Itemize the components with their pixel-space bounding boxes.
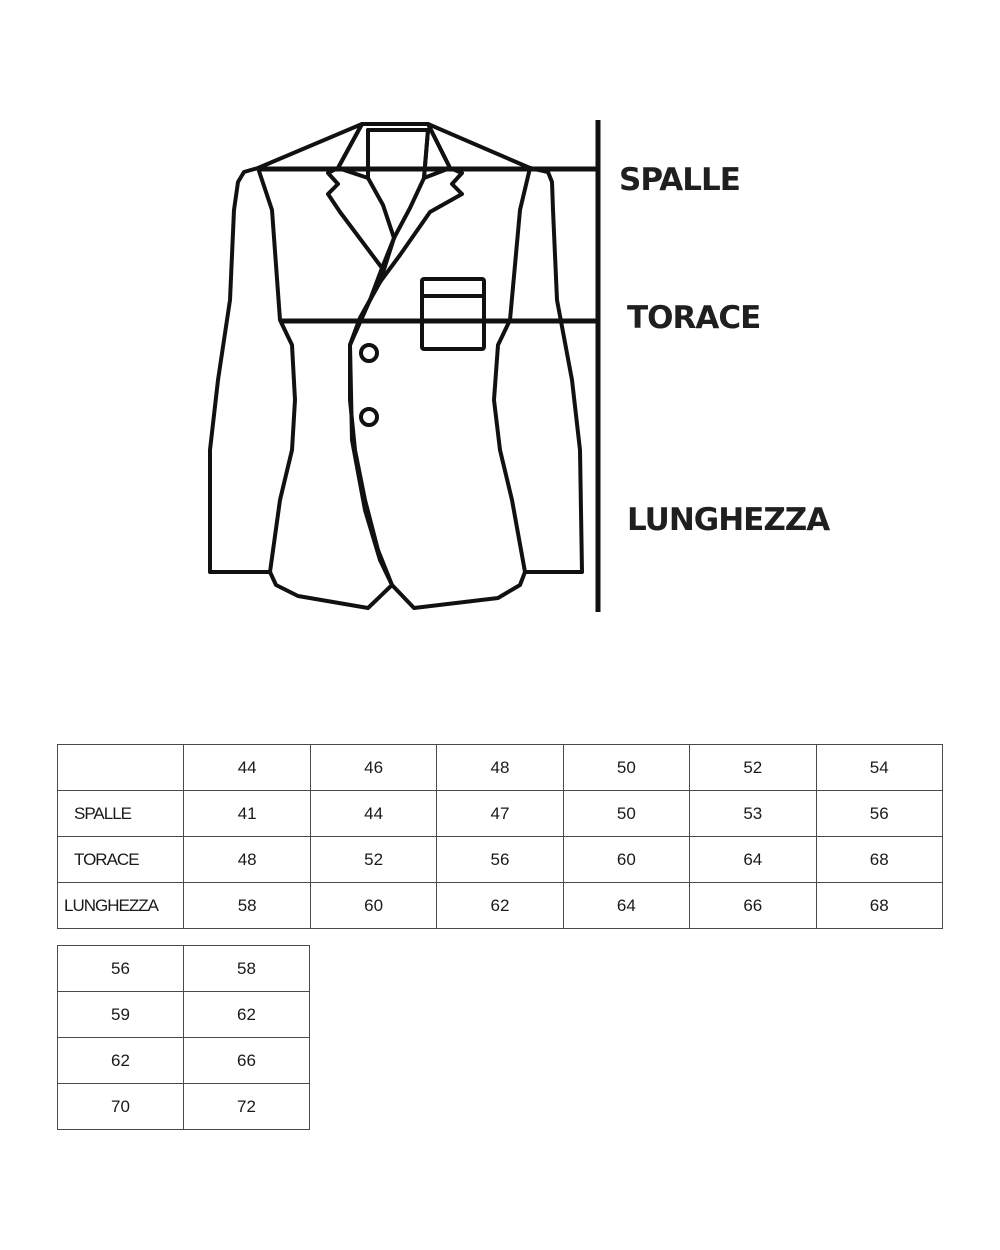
table-header-row <box>58 745 943 791</box>
table-row <box>58 992 310 1038</box>
table-row <box>58 1038 310 1084</box>
table-cell: 50 <box>563 791 689 837</box>
size-table <box>57 744 943 929</box>
jacket-sleeve-seam-left <box>258 168 295 572</box>
table-cell: 66 <box>184 1038 310 1084</box>
table-header-row <box>58 946 310 992</box>
table-row <box>58 837 943 883</box>
breast-pocket <box>422 279 484 349</box>
table-row <box>58 791 943 837</box>
table-cell: 44 <box>310 791 436 837</box>
label-length: LUNGHEZZA <box>627 502 830 538</box>
size-header: 44 <box>184 745 310 791</box>
table-cell: 68 <box>816 837 943 883</box>
row-label-chest: TORACE <box>58 837 184 883</box>
table-corner-cell <box>58 745 184 791</box>
table-row <box>58 1084 310 1130</box>
table-cell: 59 <box>58 992 184 1038</box>
table-cell: 70 <box>58 1084 184 1130</box>
table-cell: 64 <box>690 837 816 883</box>
jacket-sleeve-seam-right <box>494 168 530 572</box>
table-cell: 41 <box>184 791 310 837</box>
row-label-length: LUNGHEZZA <box>58 883 184 929</box>
table-cell: 68 <box>816 883 943 929</box>
table-cell: 64 <box>563 883 689 929</box>
table-cell: 62 <box>437 883 563 929</box>
size-header: 46 <box>310 745 436 791</box>
table-cell: 53 <box>690 791 816 837</box>
button-icon <box>361 409 377 425</box>
table-cell: 52 <box>310 837 436 883</box>
table-cell: 56 <box>816 791 943 837</box>
table-cell: 62 <box>184 992 310 1038</box>
jacket-body-left <box>210 124 392 608</box>
size-header: 54 <box>816 745 943 791</box>
table-cell: 58 <box>184 883 310 929</box>
label-shoulders: SPALLE <box>619 162 740 198</box>
jacket-lapel-left <box>368 130 394 238</box>
size-header: 58 <box>184 946 310 992</box>
table-row <box>58 883 943 929</box>
table-cell: 60 <box>310 883 436 929</box>
table-cell: 72 <box>184 1084 310 1130</box>
size-header: 50 <box>563 745 689 791</box>
size-header: 56 <box>58 946 184 992</box>
jacket-body-right <box>350 124 582 608</box>
table-cell: 62 <box>58 1038 184 1084</box>
table-cell: 66 <box>690 883 816 929</box>
size-header: 48 <box>437 745 563 791</box>
table-cell: 48 <box>184 837 310 883</box>
button-icon <box>361 345 377 361</box>
table-cell: 47 <box>437 791 563 837</box>
table-cell: 60 <box>563 837 689 883</box>
size-header: 52 <box>690 745 816 791</box>
row-label-shoulders: SPALLE <box>58 791 184 837</box>
label-chest: TORACE <box>627 300 761 336</box>
size-table-extra <box>57 945 310 1130</box>
table-cell: 56 <box>437 837 563 883</box>
